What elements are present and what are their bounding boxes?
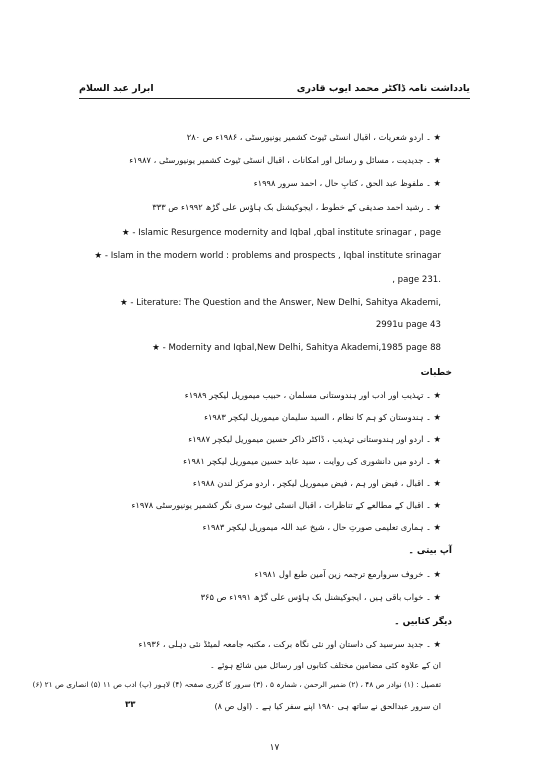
- autobiography-heading: آپ بیتی ۔: [408, 546, 452, 556]
- english-book-item-continued: 2991u page 43: [375, 320, 441, 330]
- other-book-item: ★ ۔ جدید سرسید کی داستان اور نئی نگاہ برکت ، مکتبہ جامعہ لمیٹڈ نئی دہلی ، ۱۹۳۶ء: [138, 639, 441, 649]
- book-item: ★ ۔ جدیدیت ، مسائل و رسائل اور امکانات ، اقبال انسٹی ٹیوٹ کشمیر یونیورسٹی ، ۱۹۸۷ء: [129, 155, 441, 165]
- english-book-item-continued: , page 231.: [392, 275, 441, 285]
- book-item: ★ ۔ ملفوظ عبد الحق ، کتابِ حال ، احمد سرور ۱۹۹۸ء: [253, 178, 441, 188]
- endnote-marker: ۳۳: [125, 700, 136, 710]
- lecture-item: ★ ۔ ہماری تعلیمی صورتِ حال ، شیخ عبد اللہ میموریل لیکچر ۱۹۸۳ء: [202, 522, 441, 532]
- english-book-item: ★ - Islamic Resurgence modernity and Iqbal ,qbal institute srinagar , page: [121, 228, 441, 238]
- english-book-item: ★ - Modernity and Iqbal,New Delhi, Sahitya Akademi,1985 page 88: [152, 343, 441, 353]
- book-item: ★ ۔ اردو شعریات ، اقبال انسٹی ٹیوٹ کشمیر یونیورسٹی ، ۱۹۸۶ء ص ۲۸۰: [186, 132, 441, 142]
- lecture-item: ★ ۔ اردو میں دانشوری کی روایت ، سید عابد حسین میموریل لیکچر ۱۹۸۱ء: [183, 456, 441, 466]
- autobiography-item: ★ ۔ خواب باقی ہیں ، ایجوکیشنل بک ہاؤس علی گڑھ ۱۹۹۱ء ص ۳۶۵: [200, 592, 441, 602]
- lecture-item: ★ ۔ اردو اور ہندوستانی تہذیب ، ڈاکٹر ذاکر حسین میموریل لیکچر ۱۹۸۷ء: [188, 434, 441, 444]
- lecture-item: ★ ۔ تہذیب اور ادب اور ہندوستانی مسلمان ، حبیب میموریل لیکچر ۱۹۸۹ء: [184, 390, 441, 400]
- lecture-item: ★ ۔ اقبال کے مطالعے کے تناظرات ، اقبال انسٹی ٹیوٹ سری نگر کشمیر یونیورسٹی ۱۹۷۸ء: [131, 500, 441, 510]
- header-title: یادداشت نامہ ڈاکٹر محمد ایوب قادری: [296, 83, 470, 94]
- page-number: ۱۷: [269, 743, 280, 753]
- english-book-item: ★ - Literature: The Question and the Answer, New Delhi, Sahitya Akademi,: [120, 298, 441, 308]
- other-books-heading: دیگر کتابیں ۔: [394, 617, 452, 627]
- header-author: ابرار عبد السلام: [79, 83, 154, 94]
- header-divider: [79, 98, 470, 99]
- book-item: ★ ۔ رشید احمد صدیقی کے خطوط ، ایجوکیشنل بک ہاؤس علی گڑھ ۱۹۹۲ء ص ۳۳۳: [152, 202, 441, 212]
- note-line: ان کے علاوہ کئی مضامین مختلف کتابوں اور رسائل میں شائع ہوئے ۔: [210, 660, 441, 670]
- lecture-item: ★ ۔ ہندوستان کو ہم کا نظام ، السید سلیمان میموریل لیکچر ۱۹۸۳ء: [204, 412, 441, 422]
- note-line: تفصیل : (۱) نوادر ص ۴۸ ، (۲) ضمیر الرحمن ، شمارہ ۵ ، (۳) سرور کا گزری صفحہ (۴) لاہور (پ) ادب ص ۱۱ (۵) انصاری ص ۲۱ (۶): [32, 680, 441, 689]
- lecture-item: ★ ۔ اقبال ، فیض اور ہم ، فیض میموریل لیکچر ، اردو مرکز لندن ۱۹۸۸ء: [192, 478, 441, 488]
- english-book-item: ★ - Islam in the modern world : problems and prospects , Iqbal institute srinagar: [94, 251, 441, 261]
- lectures-heading: خطبات: [420, 368, 452, 378]
- autobiography-item: ★ ۔ خروف سروارمع ترجمہ زین آمین طبع اول ۱۹۸۱ء: [254, 569, 441, 579]
- note-line: ان سرور عبدالحق نے ساتھ ہی ۱۹۸۰ اپنے سفر کیا ہے ۔ (اول ص ۸): [214, 701, 441, 711]
